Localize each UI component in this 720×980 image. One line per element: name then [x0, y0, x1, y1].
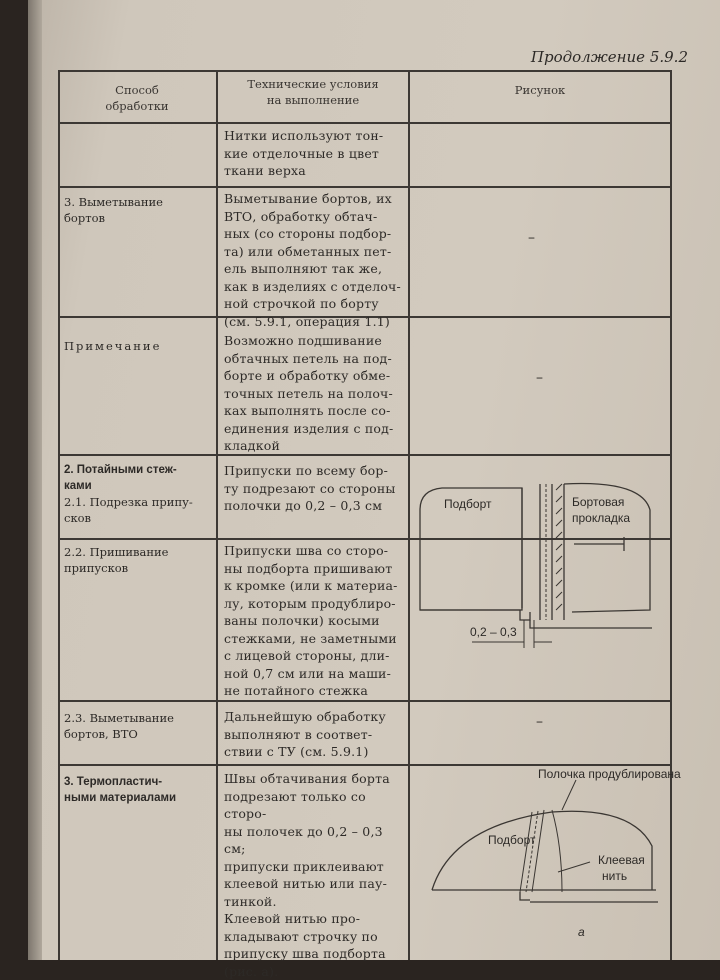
- table-border-left: [58, 70, 60, 960]
- row-4-method: 2.2. Пришивание припусков: [64, 545, 169, 575]
- row-3-conditions: Припуски по всему бор- ту подрезают со стороны полочки до 0,2 – 0,3 см: [224, 463, 396, 513]
- row-2-figure-dash: –: [536, 370, 543, 386]
- row-1-figure-dash: –: [528, 230, 535, 246]
- figure-caption: а: [578, 925, 585, 939]
- figure-thermoplastic-diagram: [412, 766, 681, 960]
- header-method: Способ обработки: [105, 83, 169, 113]
- row-0-conditions: Нитки используют тон- кие отделочные в цвет ткани верха: [224, 128, 384, 178]
- header-conditions: Технические условия на выполнение: [247, 77, 379, 107]
- label-podbort: Подборт: [444, 497, 492, 511]
- row-divider: [58, 700, 672, 702]
- row-6-conditions: Швы обтачивания борта подрезают только со сторо- ны полочек до 0,2 – 0,3 см; припуски приклеивают клеевой нитью или пау- тинкой. Клеевой нитью про- кладывают строчку по припуску шва подборта (рис. а).: [224, 771, 390, 979]
- label-dimension: 0,2 – 0,3: [470, 625, 517, 639]
- label-bortovaya-1: Бортовая: [572, 495, 625, 509]
- column-divider: [216, 70, 218, 960]
- header-figure: Рисунок: [514, 83, 566, 97]
- row-5-figure-dash: –: [536, 714, 543, 730]
- process-table: [58, 70, 681, 979]
- row-3-method: 2. Потайными стеж- ками 2.1. Подрезка припу- сков: [64, 464, 193, 525]
- row-5-conditions: Дальнейшую обработку выполняют в соответ- ствии с ТУ (см. 5.9.1): [224, 709, 386, 759]
- table-border-right: [670, 70, 672, 960]
- table-border-top: [58, 70, 672, 72]
- row-divider: [58, 122, 672, 124]
- label-podbort-2: Подборт: [488, 833, 536, 847]
- label-kleevaya-2: нить: [602, 869, 628, 883]
- row-4-conditions: Припуски шва со сторо- ны подборта пришивают к кромке (или к материа- лу, которым продублиро- ваны полочки) косыми стежками, не заметными с лицевой стороны, дли- ной 0,7 см или на маши- не потайного стежка: [224, 543, 398, 698]
- label-polochka: Полочка продублирована: [538, 767, 681, 781]
- row-5-method: 2.3. Выметывание бортов, ВТО: [64, 711, 174, 741]
- row-2-method: Примечание: [64, 339, 162, 353]
- figure-hidden-stitch-diagram: [412, 470, 668, 670]
- row-divider: [58, 186, 672, 188]
- row-2-conditions: Возможно подшивание обтачных петель на под- борте и обработку обме- точных петель на полоч- ках выполнять после со- единения изделия с под- кладкой: [224, 333, 394, 453]
- column-divider: [408, 70, 410, 960]
- label-kleevaya-1: Клеевая: [598, 853, 645, 867]
- book-spine: [28, 0, 42, 960]
- row-1-conditions: Выметывание бортов, их ВТО, обработку обтач- ных (со стороны подбор- та) или обметанных пет- ель выполняют так же, как в изделиях с отделоч- ной строчкой по борту (см. 5.9.1, операция 1.1): [224, 191, 401, 329]
- row-1-method: 3. Выметывание бортов: [64, 195, 163, 225]
- book-page: [28, 0, 720, 979]
- row-6-method: 3. Термопластич- ными материалами: [64, 776, 177, 804]
- label-bortovaya-2: прокладка: [572, 511, 631, 525]
- continuation-label: Продолжение 5.9.2: [530, 48, 688, 66]
